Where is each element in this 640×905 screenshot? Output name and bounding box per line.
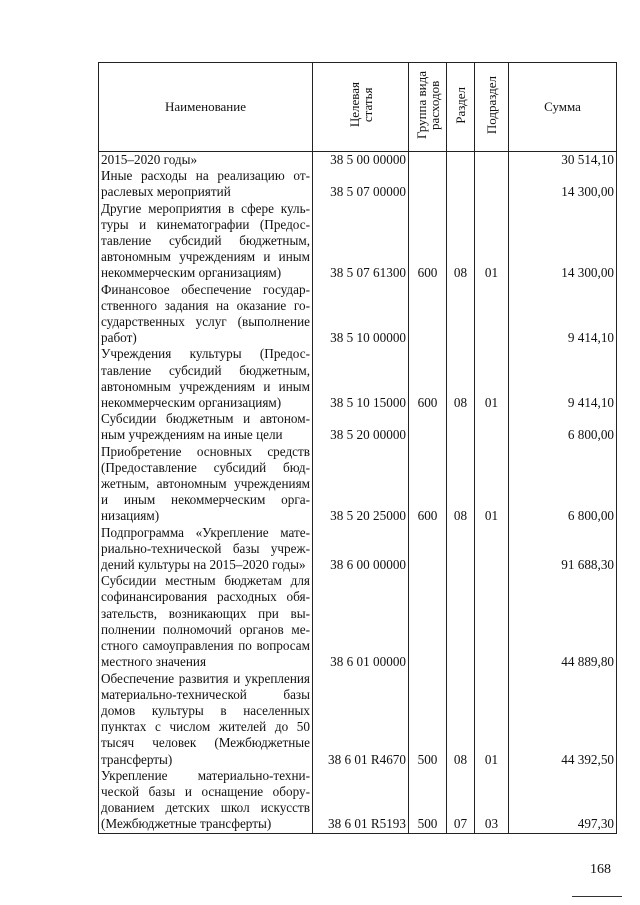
header-sum: Сумма bbox=[509, 63, 617, 152]
row-name: Учреждения культуры (Предоставление субсидий бюджетным, автономным учреждениям и иным некоммерческим организациям) bbox=[99, 346, 313, 411]
row-subsection bbox=[475, 573, 509, 670]
row-name: Иные расходы на реализацию отраслевых мероприятий bbox=[99, 168, 313, 200]
row-name: Укрепление материально-технической базы и оснащение оборудованием детских школ искусств (Межбюджетные трансферты) bbox=[99, 768, 313, 833]
row-section: 08 bbox=[447, 201, 475, 282]
table-row bbox=[99, 346, 617, 411]
row-expense-group bbox=[409, 168, 447, 200]
header-section: Раздел bbox=[447, 63, 475, 152]
header-target: Целевая статья bbox=[313, 63, 409, 152]
header-subsection: Подраздел bbox=[475, 63, 509, 152]
row-section bbox=[447, 525, 475, 574]
table-row bbox=[99, 168, 617, 200]
row-name: Приобретение основных средств (Предоставление субсидий бюджетным, автономным учреждениям и иным некоммерческим организациям) bbox=[99, 444, 313, 525]
row-sum: 6 800,00 bbox=[509, 411, 617, 443]
row-name: Другие мероприятия в сфере культуры и кинематографии (Предоставление субсидий бюджетным, автономным учреждениям и иным некоммерческим организациям) bbox=[99, 201, 313, 282]
row-sum: 30 514,10 bbox=[509, 152, 617, 169]
row-sum: 497,30 bbox=[509, 768, 617, 833]
row-target-code: 38 6 01 R5193 bbox=[313, 768, 409, 833]
row-target-code: 38 6 01 R4670 bbox=[313, 671, 409, 768]
footer-line bbox=[572, 896, 622, 897]
row-name: Обеспечение развития и укрепления материально-технической базы домов культуры в населенных пунктах с числом жителей до 50 тысяч человек (Межбюджетные трансферты) bbox=[99, 671, 313, 768]
row-expense-group bbox=[409, 152, 447, 169]
row-subsection bbox=[475, 411, 509, 443]
table-row bbox=[99, 282, 617, 347]
page-number: 168 bbox=[590, 862, 611, 877]
row-subsection: 03 bbox=[475, 768, 509, 833]
table-row bbox=[99, 201, 617, 282]
row-expense-group: 500 bbox=[409, 768, 447, 833]
row-target-code: 38 5 20 00000 bbox=[313, 411, 409, 443]
row-target-code: 38 5 10 15000 bbox=[313, 346, 409, 411]
table-row bbox=[99, 525, 617, 574]
row-sum: 9 414,10 bbox=[509, 346, 617, 411]
row-sum: 44 392,50 bbox=[509, 671, 617, 768]
row-name: 2015–2020 годы» bbox=[99, 152, 313, 169]
table-row bbox=[99, 411, 617, 443]
row-section bbox=[447, 282, 475, 347]
header-group: Группа вида расходов bbox=[409, 63, 447, 152]
row-expense-group: 600 bbox=[409, 346, 447, 411]
row-subsection: 01 bbox=[475, 201, 509, 282]
row-target-code: 38 5 10 00000 bbox=[313, 282, 409, 347]
header-name: Наименование bbox=[99, 63, 313, 152]
row-subsection: 01 bbox=[475, 671, 509, 768]
row-section: 08 bbox=[447, 346, 475, 411]
row-subsection bbox=[475, 282, 509, 347]
row-target-code: 38 5 07 00000 bbox=[313, 168, 409, 200]
row-sum: 14 300,00 bbox=[509, 201, 617, 282]
row-expense-group: 600 bbox=[409, 201, 447, 282]
table-row bbox=[99, 768, 617, 833]
table-body bbox=[99, 152, 617, 834]
row-target-code: 38 5 20 25000 bbox=[313, 444, 409, 525]
row-sum: 9 414,10 bbox=[509, 282, 617, 347]
row-subsection bbox=[475, 168, 509, 200]
row-expense-group bbox=[409, 411, 447, 443]
row-name: Субсидии бюджетным и автономным учреждениям на иные цели bbox=[99, 411, 313, 443]
row-section bbox=[447, 152, 475, 169]
row-section: 07 bbox=[447, 768, 475, 833]
row-target-code: 38 5 00 00000 bbox=[313, 152, 409, 169]
row-subsection: 01 bbox=[475, 444, 509, 525]
row-sum: 14 300,00 bbox=[509, 168, 617, 200]
row-target-code: 38 6 00 00000 bbox=[313, 525, 409, 574]
row-section: 08 bbox=[447, 671, 475, 768]
row-name: Подпрограмма «Укрепление материально-технической базы учреждений культуры на 2015–2020 годы» bbox=[99, 525, 313, 574]
row-expense-group: 600 bbox=[409, 444, 447, 525]
row-target-code: 38 6 01 00000 bbox=[313, 573, 409, 670]
row-name: Субсидии местным бюджетам для софинансирования расходных обязательств, возникающих при выполнении полномочий органов местного самоуправления по вопросам местного значения bbox=[99, 573, 313, 670]
row-target-code: 38 5 07 61300 bbox=[313, 201, 409, 282]
table-row bbox=[99, 573, 617, 670]
row-expense-group bbox=[409, 525, 447, 574]
budget-table bbox=[98, 62, 617, 834]
row-name: Финансовое обеспечение государственного задания на оказание государственных услуг (выполнение работ) bbox=[99, 282, 313, 347]
row-sum: 6 800,00 bbox=[509, 444, 617, 525]
row-sum: 91 688,30 bbox=[509, 525, 617, 574]
row-expense-group: 500 bbox=[409, 671, 447, 768]
row-section bbox=[447, 411, 475, 443]
table-header-row bbox=[99, 63, 617, 152]
table-row bbox=[99, 671, 617, 768]
row-expense-group bbox=[409, 573, 447, 670]
row-subsection bbox=[475, 525, 509, 574]
row-section bbox=[447, 573, 475, 670]
row-section bbox=[447, 168, 475, 200]
row-section: 08 bbox=[447, 444, 475, 525]
row-subsection: 01 bbox=[475, 346, 509, 411]
table-row bbox=[99, 444, 617, 525]
row-expense-group bbox=[409, 282, 447, 347]
row-sum: 44 889,80 bbox=[509, 573, 617, 670]
table-row bbox=[99, 152, 617, 169]
row-subsection bbox=[475, 152, 509, 169]
